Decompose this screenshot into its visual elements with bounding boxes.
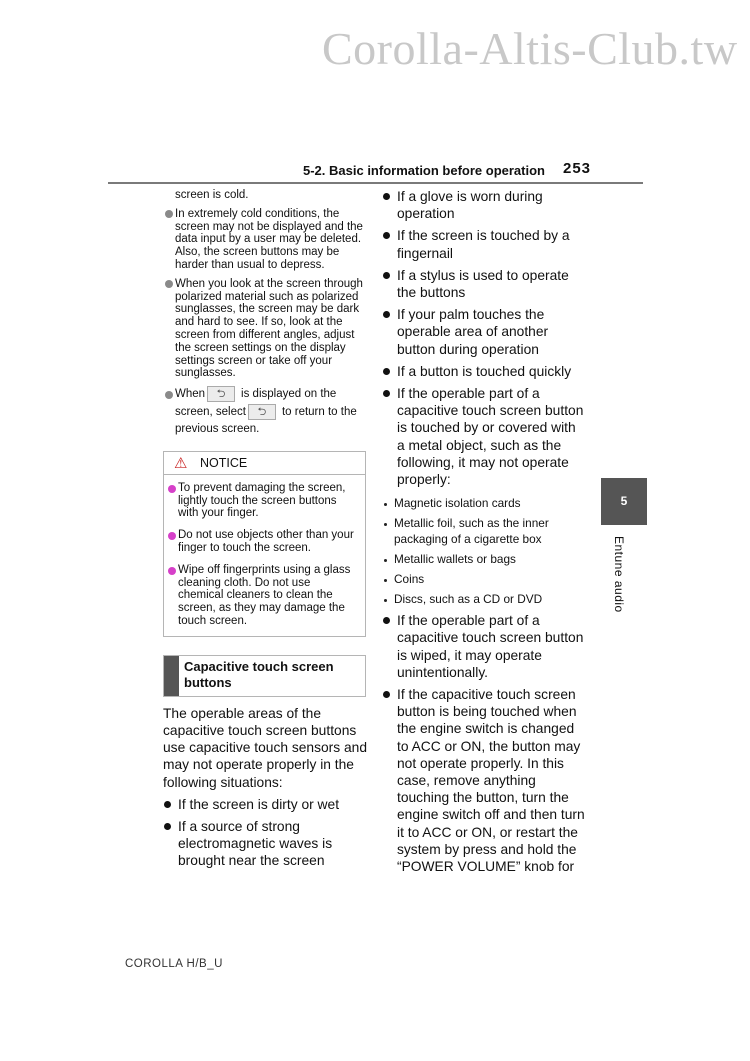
bullet-icon: [383, 390, 390, 397]
chapter-label: Entune audio: [612, 536, 626, 613]
right-column: [382, 188, 587, 880]
sub-list-item: Metallic wallets or bags: [382, 552, 587, 568]
bullet-icon: [383, 193, 390, 200]
bullet-icon: [168, 567, 176, 575]
bullet-icon: [165, 210, 173, 218]
bullet-icon: [164, 801, 171, 808]
back-arrow-icon: ⮌: [248, 404, 276, 420]
notice-box: [163, 451, 366, 637]
bullet-icon: [383, 691, 390, 698]
list-item: If a stylus is used to operate the buttons: [382, 267, 587, 301]
list-item: If the operable part of a capacitive touch screen button is touched by or covered with a metal object, such as the following, it may not operate properly:: [382, 385, 587, 488]
list-item: In extremely cold conditions, the screen may not be displayed and the data input by a user may be deleted. Also, the screen buttons may be harder than usual to depress.: [163, 208, 368, 272]
section-title-box: [163, 655, 366, 697]
header-divider: [108, 182, 643, 184]
list-item: If the operable part of a capacitive touch screen button is wiped, it may operate unintentionally.: [382, 612, 587, 681]
watermark: Corolla-Altis-Club.tw: [322, 23, 738, 74]
bullet-icon: [383, 617, 390, 624]
bullet-icon: [383, 368, 390, 375]
section-title: Capacitive touch screen buttons: [184, 658, 334, 690]
continued-text: screen is cold.: [175, 189, 249, 201]
notice-label: NOTICE: [200, 455, 248, 470]
sub-list-item: Discs, such as a CD or DVD: [382, 592, 587, 608]
warning-triangle-icon: ⚠: [174, 454, 188, 472]
notice-header: [164, 452, 365, 475]
sub-list-item: Coins: [382, 572, 587, 588]
chapter-tab: 5: [601, 478, 647, 525]
bullet-icon: [168, 532, 176, 540]
sub-list-item: Magnetic isolation cards: [382, 496, 587, 512]
sub-bullet-icon: [384, 559, 387, 562]
list-item: If the capacitive touch screen button is being touched when the engine switch is changed to ACC or ON, the button may not operate properly. In this case, remove anything touching the button, turn the engine switch off and then turn it to ACC or ON, or restart the system by press and hold the “POWER VOLUME” knob for: [382, 686, 587, 875]
list-item: If your palm touches the operable area of another button during operation: [382, 306, 587, 358]
intro-paragraph: The operable areas of the capacitive touch screen buttons use capacitive touch sensors and may not operate properly in the following situations:: [163, 705, 368, 790]
list-item: If the screen is dirty or wet: [163, 796, 368, 813]
section-bar: [164, 656, 179, 696]
list-item: If a glove is worn during operation: [382, 188, 587, 222]
notice-item: Wipe off fingerprints using a glass cleaning cloth. Do not use chemical cleaners to clean the screen, as they may damage the touch screen.: [168, 564, 357, 628]
notice-item: To prevent damaging the screen, lightly touch the screen buttons with your finger.: [168, 482, 357, 520]
bullet-icon: [164, 823, 171, 830]
sub-bullet-icon: [384, 503, 387, 506]
list-item: If a button is touched quickly: [382, 363, 587, 380]
back-arrow-icon: ⮌: [207, 386, 235, 402]
bullet-icon: [383, 232, 390, 239]
bullet-icon: [165, 280, 173, 288]
sub-bullet-icon: [384, 599, 387, 602]
sub-list-item: Metallic foil, such as the inner packaging of a cigarette box: [382, 516, 587, 547]
bullet-icon: [383, 311, 390, 318]
bullet-icon: [168, 485, 176, 493]
list-item: When you look at the screen through polarized material such as polarized sunglasses, the screen may be dark and hard to see. If so, look at the screen from different angles, adjust the screen settings on the display settings screen or take off your sunglasses.: [163, 278, 368, 380]
bullet-icon: [165, 391, 173, 399]
notice-body: [164, 475, 365, 636]
footer-model: COROLLA H/B_U: [125, 958, 223, 970]
list-item-back: When ⮌ is displayed on the screen, select ⮌ to return to the previous screen.: [163, 386, 368, 439]
list-item: If the screen is touched by a fingernail: [382, 227, 587, 261]
sub-bullet-icon: [384, 523, 387, 526]
bullet-icon: [383, 272, 390, 279]
left-column: [163, 189, 368, 875]
section-heading: 5-2. Basic information before operation: [303, 163, 545, 178]
list-item: If a source of strong electromagnetic waves is brought near the screen: [163, 818, 368, 870]
page-number: 253: [563, 160, 592, 177]
sub-bullet-icon: [384, 579, 387, 582]
notice-item: Do not use objects other than your finger to touch the screen.: [168, 529, 357, 555]
